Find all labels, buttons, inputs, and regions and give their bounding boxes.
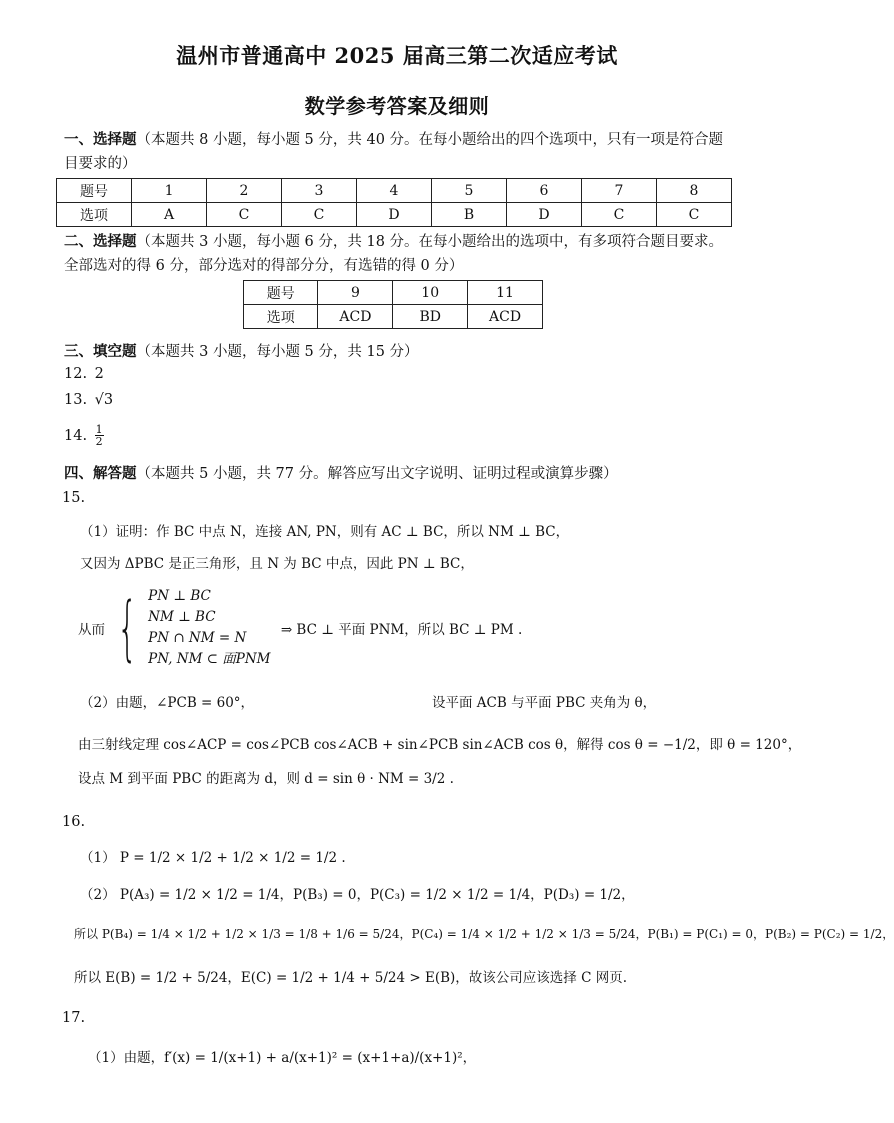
- row-label: 选项: [57, 203, 132, 227]
- fill-answer-12: [64, 366, 104, 382]
- question-number: 12.: [64, 366, 88, 382]
- solution-line: 设平面 ACB 与平面 PBC 夹角为 θ，: [432, 695, 657, 711]
- system-label: 从而: [78, 622, 105, 638]
- problem-15-number: 15.: [62, 490, 86, 506]
- answer-cell: D: [356, 203, 431, 227]
- row-label: 选项: [244, 305, 318, 329]
- fraction: [95, 424, 104, 447]
- fill-answer-value: 2: [94, 366, 104, 382]
- answer-cell: B: [431, 203, 506, 227]
- solution-line: （1）由题，f′(x) = 1/(x+1) + a/(x+1)² = (x+1+a)/(x+1)²，: [88, 1050, 477, 1066]
- question-number: 3: [282, 179, 357, 203]
- table-row: [57, 179, 732, 203]
- solution-line: 所以 E(B) = 1/2 + 5/24，E(C) = 1/2 + 1/4 + 5/24 > E(B)，故该公司应该选择 C 网页.: [74, 970, 628, 986]
- fraction-numerator: 1: [95, 423, 103, 436]
- question-number: 11: [468, 281, 543, 305]
- equation-system: [148, 586, 270, 670]
- row-label: 题号: [244, 281, 318, 305]
- answer-cell: BD: [393, 305, 468, 329]
- fill-answer-14: [64, 424, 104, 447]
- equation-system-block: [78, 586, 522, 670]
- section-4-title: 四、解答题: [64, 465, 137, 482]
- page-title: 温州市普通高中 2025 届高三第二次适应考试: [176, 43, 618, 68]
- answer-cell: C: [207, 203, 282, 227]
- solution-line: 所以 P(B₄) = 1/4 × 1/2 + 1/2 × 1/3 = 1/8 + 1/6 = 5/24，P(C₄) = 1/4 × 1/2 + 1/2 × 1/3 = 5/24，P(B₁) = P(C₁) = 0，P(B₂) = P(C₂) = 1/2，: [74, 927, 894, 941]
- fraction-denominator: 2: [95, 435, 103, 448]
- table-row: [57, 203, 732, 227]
- section-1-answer-table: [56, 178, 732, 227]
- section-2-heading: [64, 230, 730, 278]
- fill-answer-value: √3: [94, 392, 114, 408]
- solution-line: 设点 M 到平面 PBC 的距离为 d，则 d = sin θ · NM = 3/2 .: [78, 771, 454, 787]
- problem-17-number: 17.: [62, 1010, 86, 1026]
- system-line: PN, NM ⊂ 面PNM: [148, 651, 271, 667]
- solution-line: 又因为 ΔPBC 是正三角形，且 N 为 BC 中点，因此 PN ⊥ BC，: [80, 556, 474, 572]
- solution-line: （1）证明：作 BC 中点 N，连接 AN, PN，则有 AC ⊥ BC，所以 NM ⊥ BC，: [80, 524, 570, 540]
- solution-line: 由三射线定理 cos∠ACP = cos∠PCB cos∠ACB + sin∠PCB sin∠ACB cos θ，解得 cos θ = −1/2，即 θ = 120°，: [78, 737, 802, 753]
- section-1-title: 一、选择题: [64, 131, 137, 148]
- section-3-desc: （本题共 3 小题，每小题 5 分，共 15 分）: [136, 344, 419, 360]
- answer-cell: ACD: [318, 305, 393, 329]
- question-number: 4: [356, 179, 431, 203]
- answer-cell: A: [132, 203, 207, 227]
- answer-cell: C: [656, 203, 731, 227]
- section-2-title: 二、选择题: [64, 233, 137, 250]
- section-2-desc: （本题共 3 小题，每小题 6 分，共 18 分。在每小题给出的选项中，有多项符合题目要求。全部选对的得 6 分，部分选对的得部分分，有选错的得 0 分）: [64, 234, 724, 274]
- section-3-heading: [64, 340, 730, 364]
- table-row: [244, 305, 543, 329]
- question-number: 13.: [64, 392, 88, 408]
- question-number: 10: [393, 281, 468, 305]
- section-3-title: 三、填空题: [64, 343, 137, 360]
- solution-line: （2）由题，∠PCB = 60°，: [80, 695, 255, 711]
- section-4-desc: （本题共 5 小题，共 77 分。解答应写出文字说明、证明过程或演算步骤）: [136, 466, 618, 482]
- table-row: [244, 281, 543, 305]
- question-number: 7: [581, 179, 656, 203]
- left-brace-icon: {: [117, 587, 138, 669]
- answer-cell: ACD: [468, 305, 543, 329]
- section-4-heading: [64, 462, 730, 486]
- answer-cell: C: [581, 203, 656, 227]
- system-line: NM ⊥ BC: [148, 609, 216, 625]
- system-conclusion: ⇒ BC ⊥ 平面 PNM，所以 BC ⊥ PM .: [280, 622, 523, 638]
- row-label: 题号: [57, 179, 132, 203]
- question-number: 9: [318, 281, 393, 305]
- answer-cell: D: [506, 203, 581, 227]
- question-number: 8: [656, 179, 731, 203]
- system-line: PN ∩ NM = N: [148, 630, 247, 646]
- question-number: 5: [431, 179, 506, 203]
- question-number: 2: [207, 179, 282, 203]
- question-number: 14.: [64, 427, 88, 444]
- section-1-desc: （本题共 8 小题，每小题 5 分，共 40 分。在每小题给出的四个选项中，只有一项是符合题目要求的）: [64, 132, 724, 172]
- solution-line: （1） P = 1/2 × 1/2 + 1/2 × 1/2 = 1/2 .: [80, 850, 346, 866]
- section-1-heading: [64, 128, 730, 176]
- question-number: 6: [506, 179, 581, 203]
- fill-answer-13: [64, 392, 113, 408]
- system-line: PN ⊥ BC: [148, 588, 211, 604]
- section-2-answer-table: [243, 280, 543, 329]
- answer-cell: C: [282, 203, 357, 227]
- question-number: 1: [132, 179, 207, 203]
- page-subtitle: 数学参考答案及细则: [304, 94, 490, 118]
- problem-16-number: 16.: [62, 814, 86, 830]
- solution-line: （2） P(A₃) = 1/2 × 1/2 = 1/4，P(B₃) = 0，P(C₃) = 1/2 × 1/2 = 1/4，P(D₃) = 1/2，: [80, 887, 635, 903]
